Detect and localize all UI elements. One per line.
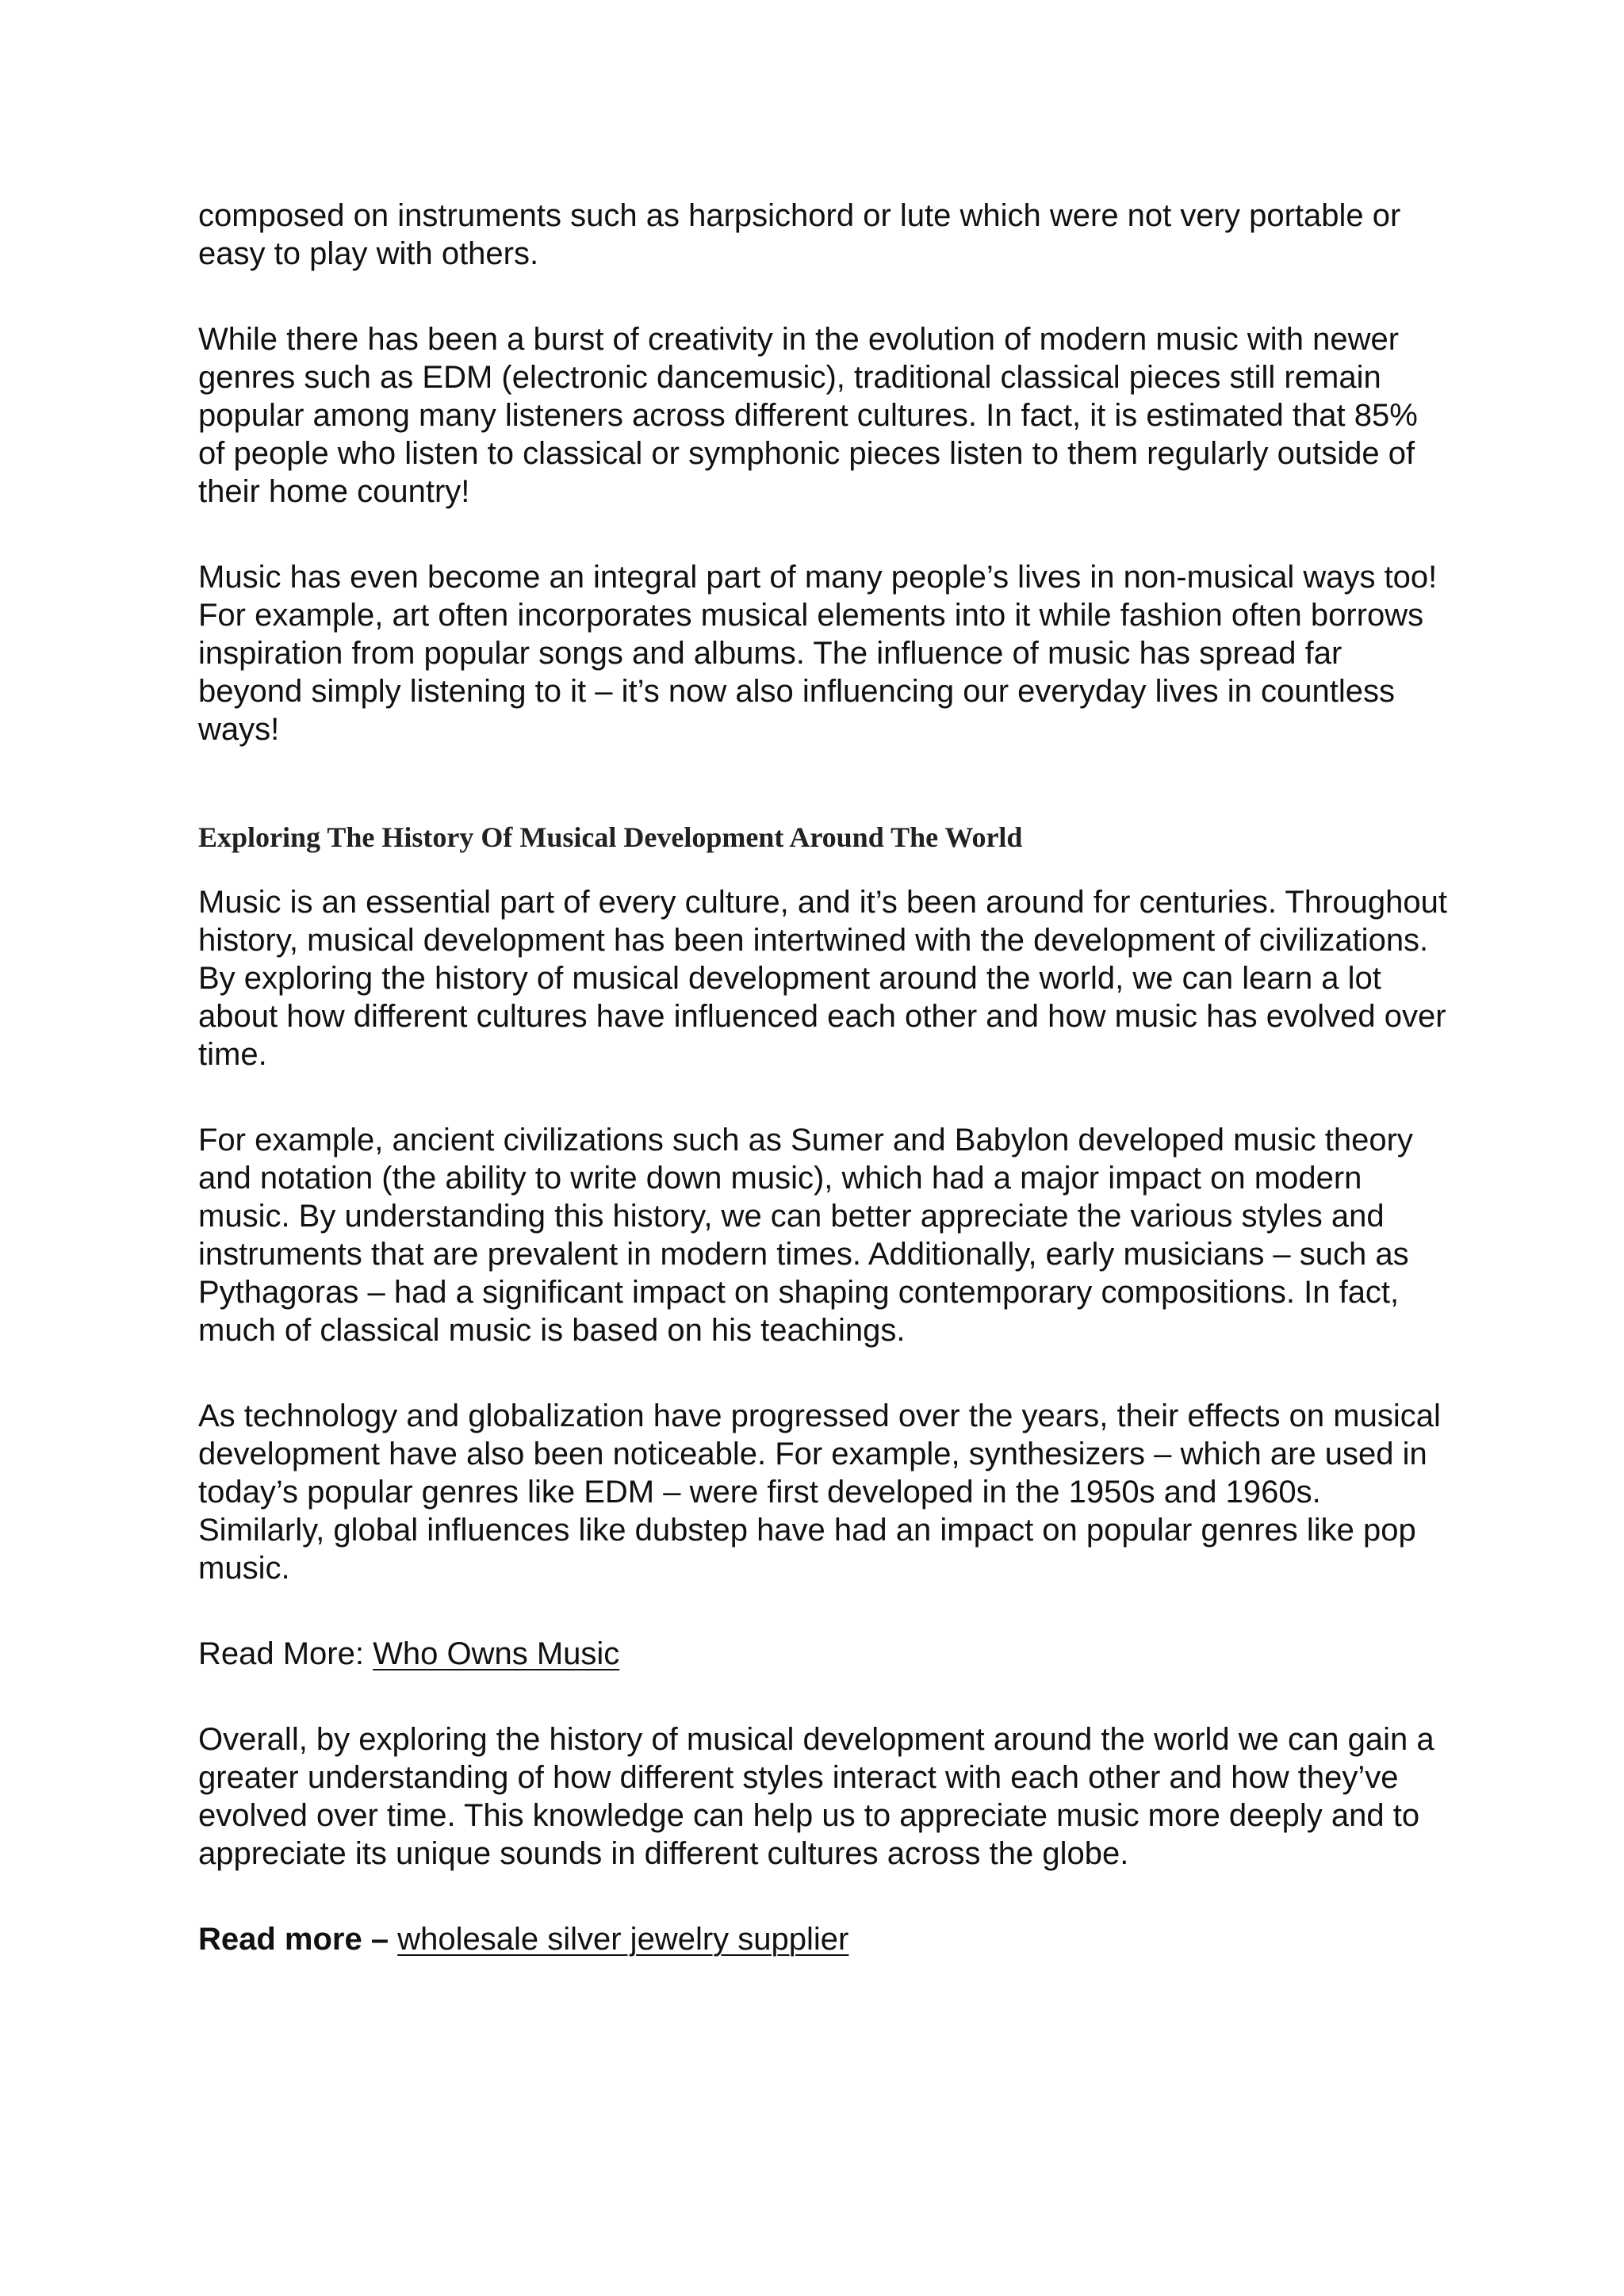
read-more-line (198, 1635, 1451, 1673)
paragraph-creativity: While there has been a burst of creativity in the evolution of modern music with newer genres such as EDM (electronic dancemusic), traditional classical pieces still remain popular among many listeners across different cultures. In fact, it is estimated that 85% of people who listen to classical or symphonic pieces listen to them regularly outside of their home country! (198, 322, 1418, 509)
read-more-line-bold (198, 1920, 1451, 1958)
who-owns-music-link[interactable]: Who Owns Music (373, 1636, 620, 1671)
paragraph-technology: As technology and globalization have progressed over the years, their effects on musical development have also been noticeable. For example, synthesizers – which are used in today’s popular genres like EDM – were first developed in the 1950s and 1960s. Similarly, global influences like dubstep have had an impact on popular genres like pop music. (198, 1399, 1441, 1586)
paragraph-integral-part: Music has even become an integral part of many people’s lives in non-musical ways too! For example, art often incorporates musical elements into it while fashion often borrows inspiration from popular songs and albums. The influence of music has spread far beyond simply listening to it – it’s now also influencing our everyday lives in countless ways! (198, 560, 1438, 747)
paragraph-ancient-civilizations: For example, ancient civilizations such as Sumer and Babylon developed music theory and notation (the ability to write down music), which had a major impact on modern music. By understanding this history, we can better appreciate the various styles and instruments that are prevalent in modern times. Additionally, early musicians – such as Pythagoras – had a significant impact on shaping contemporary compositions. In fact, much of classical music is based on his teachings. (198, 1123, 1413, 1348)
paragraph-instruments: composed on instruments such as harpsichord or lute which were not very portable or easy to play with others. (198, 198, 1401, 271)
read-more-bold-prefix: Read more – (198, 1922, 398, 1957)
paragraph-overall: Overall, by exploring the history of musical development around the world we can gain a greater understanding of how different styles interact with each other and how they’ve evolved over time. This knowledge can help us to appreciate music more deeply and to appreciate its unique sounds in different cultures across the globe. (198, 1722, 1434, 1871)
document-page (198, 197, 1451, 1958)
wholesale-silver-jewelry-link[interactable]: wholesale silver jewelry supplier (397, 1922, 849, 1957)
section-heading: Exploring The History Of Musical Development Around The World (198, 821, 1023, 853)
read-more-prefix: Read More: (198, 1636, 373, 1671)
paragraph-essential-part: Music is an essential part of every culture, and it’s been around for centuries. Throughout history, musical development has been intertwined with the development of civilizations. By exploring the history of musical development around the world, we can learn a lot about how different cultures have influenced each other and how music has evolved over time. (198, 885, 1447, 1072)
